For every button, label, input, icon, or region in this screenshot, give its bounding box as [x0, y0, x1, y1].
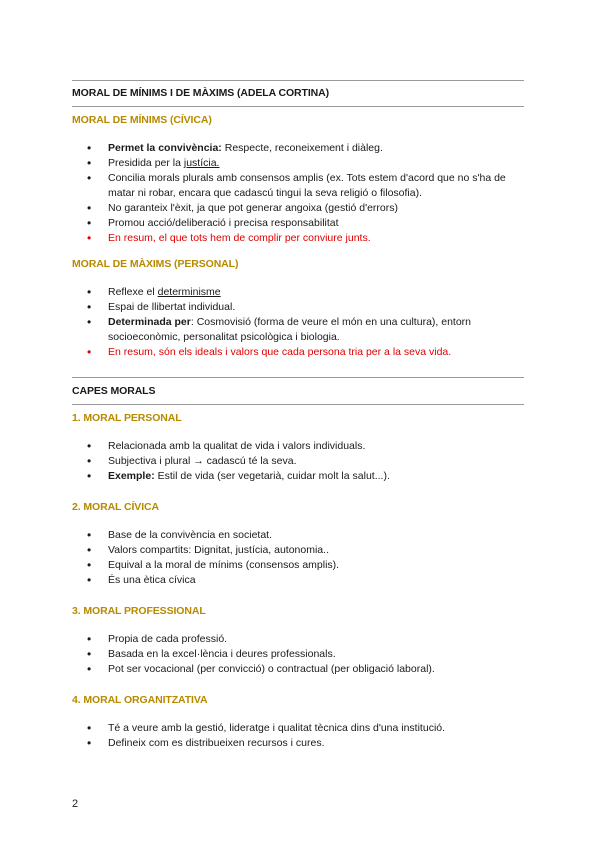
section-title: MORAL DE MÍNIMS I DE MÀXIMS (ADELA CORTINA) [72, 87, 330, 99]
list-maxims [72, 285, 524, 360]
list-item: • Reflexe el determinisme [72, 285, 524, 300]
list-item: • No garanteix l'èxit, ja que pot generar angoixa (gestió d'errors) [72, 201, 524, 216]
list-item: • Permet la convivència: Respecte, reconeixement i diàleg. [72, 141, 524, 156]
list-item: • Concilia morals plurals amb consensos amplis (ex. Tots estem d'acord que no s'ha de matar ni robar, encara que cadascú tingui la seva religió o filosofia). [72, 171, 524, 201]
document-page [72, 0, 524, 751]
subheading-civica: 2. MORAL CÍVICA [72, 501, 159, 513]
list-item: • Propia de cada professió. [72, 632, 524, 647]
divider [72, 377, 524, 378]
page-number: 2 [72, 798, 79, 810]
list-item: • És una ètica cívica [72, 573, 524, 588]
divider [72, 404, 524, 405]
divider [72, 106, 524, 107]
list-item: • Basada en la excel·lència i deures professionals. [72, 647, 524, 662]
subheading-maxims: MORAL DE MÀXIMS (PERSONAL) [72, 258, 239, 270]
list-item: • Relacionada amb la qualitat de vida i valors individuals. [72, 439, 524, 454]
subheading-organitzativa: 4. MORAL ORGANITZATIVA [72, 694, 208, 706]
list-organitzativa [72, 721, 524, 751]
list-item: • Equival a la moral de mínims (consensos amplis). [72, 558, 524, 573]
section-title: CAPES MORALS [72, 385, 156, 397]
subheading-professional: 3. MORAL PROFESSIONAL [72, 605, 206, 617]
subheading-personal: 1. MORAL PERSONAL [72, 412, 182, 424]
list-item: • Determinada per: Cosmovisió (forma de veure el món en una cultura), entorn socioeconòmic, personalitat psicològica i biologia. [72, 315, 524, 345]
list-professional [72, 632, 524, 677]
list-item: • En resum, són els ideals i valors que cada persona tria per a la seva vida. [72, 345, 524, 360]
list-item: • Base de la convivència en societat. [72, 528, 524, 543]
subheading-minims: MORAL DE MÍNIMS (CÍVICA) [72, 114, 212, 126]
list-item: • Defineix com es distribueixen recursos i cures. [72, 736, 524, 751]
divider [72, 80, 524, 81]
list-item: • Valors compartits: Dignitat, justícia, autonomia.. [72, 543, 524, 558]
list-item: • Subjectiva i plural → cadascú té la seva. [72, 454, 524, 469]
list-item: • Exemple: Estil de vida (ser vegetarià, cuidar molt la salut...). [72, 469, 524, 484]
list-item: • Promou acció/deliberació i precisa responsabilitat [72, 216, 524, 231]
list-item: • En resum, el que tots hem de complir per conviure junts. [72, 231, 524, 246]
list-item: • Presidida per la justícia. [72, 156, 524, 171]
list-minims [72, 141, 524, 246]
list-personal [72, 439, 524, 484]
list-item: • Pot ser vocacional (per convicció) o contractual (per obligació laboral). [72, 662, 524, 677]
list-item: • Té a veure amb la gestió, lideratge i qualitat tècnica dins d'una institució. [72, 721, 524, 736]
list-item: • Espai de llibertat individual. [72, 300, 524, 315]
list-civica [72, 528, 524, 588]
